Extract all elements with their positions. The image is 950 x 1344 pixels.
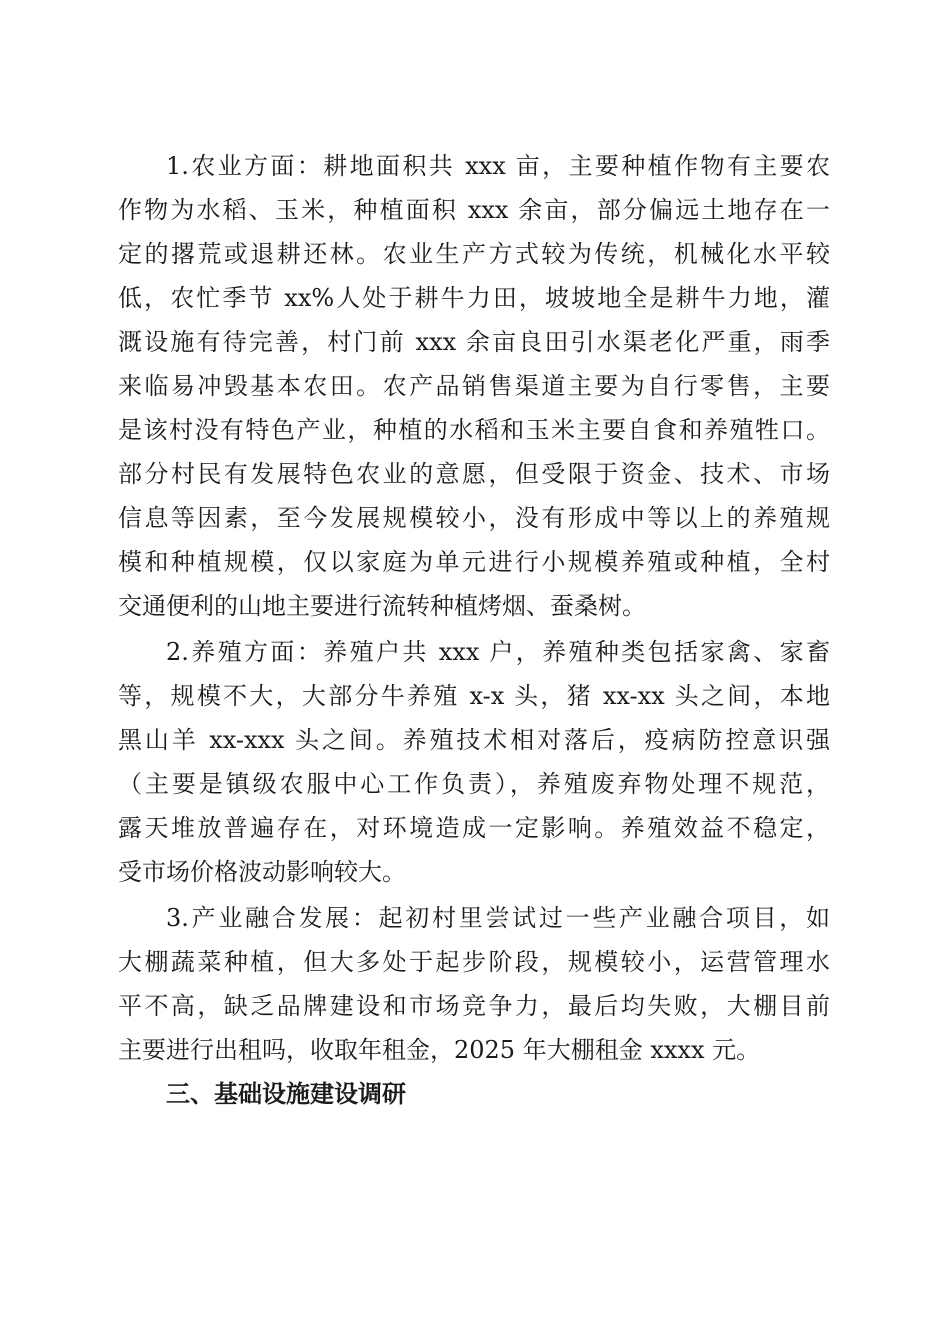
paragraph-3-line-3: 平不高，缺乏品牌建设和市场竞争力，最后均失败，大棚目前 [118,992,830,1020]
paragraph-1-line-3: 定的撂荒或退耕还林。农业生产方式较为传统，机械化水平较 [118,240,830,268]
paragraph-2-line-2: 等，规模不大，大部分牛养殖 x-x 头，猪 xx-xx 头之间，本地 [118,682,830,710]
paragraph-3-line-1: 3.产业融合发展：起初村里尝试过一些产业融合项目，如 [166,904,830,932]
paragraph-1-line-6: 来临易冲毁基本农田。农产品销售渠道主要为自行零售，主要 [118,372,830,400]
paragraph-2-line-3: 黑山羊 xx-xxx 头之间。养殖技术相对落后，疫病防控意识强 [118,726,830,754]
paragraph-3-line-4: 主要进行出租吗，收取年租金，2025 年大棚租金 xxxx 元。 [118,1036,761,1064]
paragraph-2-line-4: （主要是镇级农服中心工作负责），养殖废弃物处理不规范， [118,770,830,798]
paragraph-2-line-1: 2.养殖方面：养殖户共 xxx 户，养殖种类包括家禽、家畜 [166,638,830,666]
paragraph-1-line-1: 1.农业方面：耕地面积共 xxx 亩，主要种植作物有主要农 [166,152,830,180]
paragraph-1-line-5: 溉设施有待完善，村门前 xxx 余亩良田引水渠老化严重，雨季 [118,328,830,356]
paragraph-1-line-8: 部分村民有发展特色农业的意愿，但受限于资金、技术、市场 [118,460,830,488]
paragraph-1-line-7: 是该村没有特色产业，种植的水稻和玉米主要自食和养殖牲口。 [118,416,830,444]
paragraph-2-line-6: 受市场价格波动影响较大。 [118,858,406,886]
paragraph-1-line-2: 作物为水稻、玉米，种植面积 xxx 余亩，部分偏远土地存在一 [118,196,830,224]
paragraph-3-line-2: 大棚蔬菜种植，但大多处于起步阶段，规模较小，运营管理水 [118,948,830,976]
paragraph-1-line-9: 信息等因素，至今发展规模较小，没有形成中等以上的养殖规 [118,504,830,532]
paragraph-1-line-4: 低，农忙季节 xx%人处于耕牛力田，坡坡地全是耕牛力地，灌 [118,284,830,312]
paragraph-1-line-10: 模和种植规模，仅以家庭为单元进行小规模养殖或种植，全村 [118,548,830,576]
paragraph-1-line-11: 交通便利的山地主要进行流转种植烤烟、蚕桑树。 [118,592,646,620]
paragraph-2-line-5: 露天堆放普遍存在，对环境造成一定影响。养殖效益不稳定， [118,814,830,842]
section-heading: 三、基础设施建设调研 [166,1080,406,1108]
